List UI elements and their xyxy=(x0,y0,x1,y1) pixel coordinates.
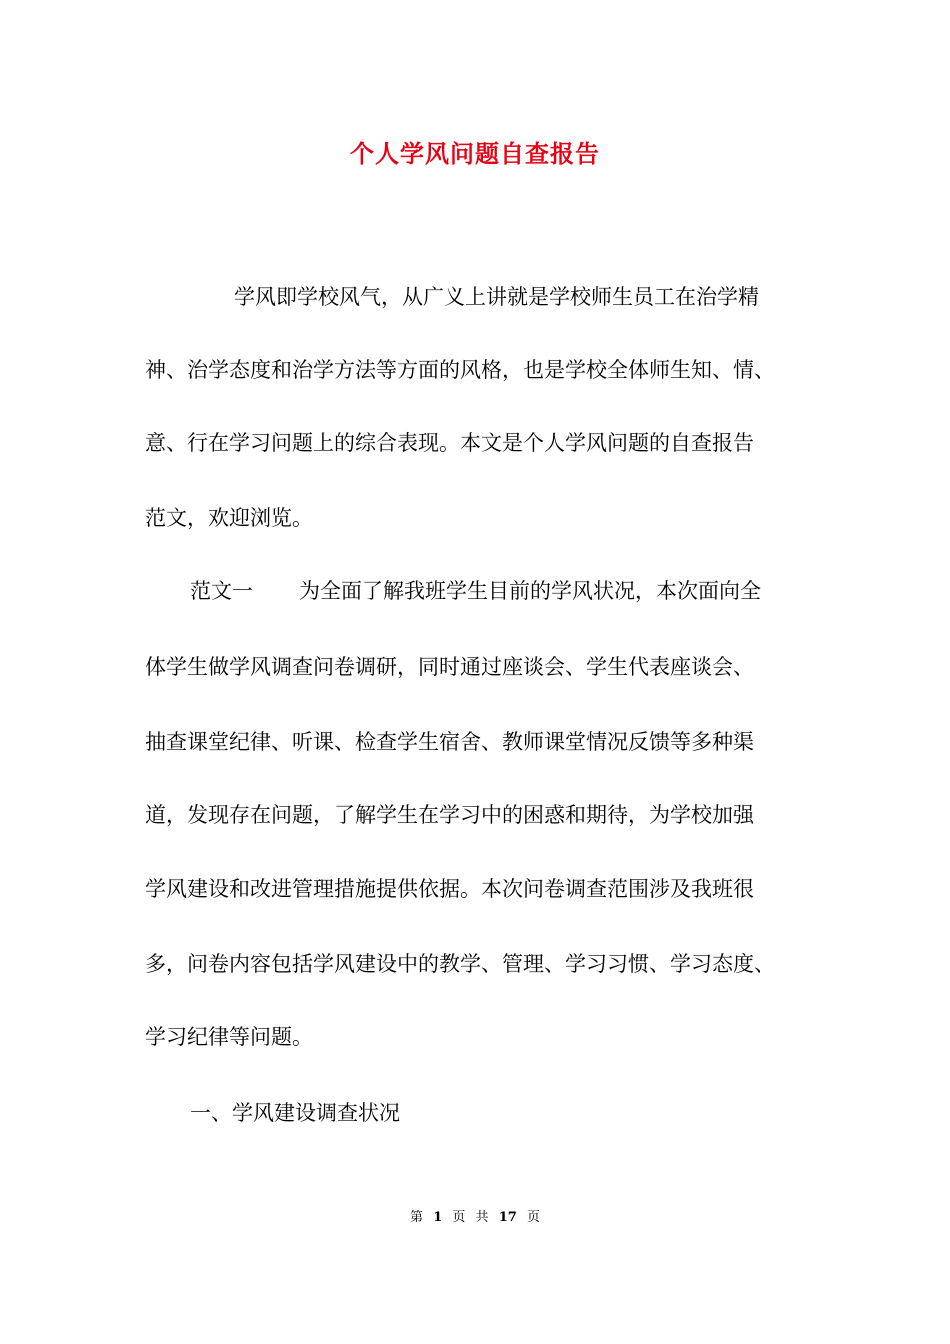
sample-line-3: 抽查课堂纪律、听课、检查学生宿舍、教师课堂情况反馈等多种渠 xyxy=(145,730,754,754)
footer-page-number: 1 xyxy=(433,1210,443,1225)
footer-mid-2: 共 xyxy=(475,1210,489,1225)
sample-label: 范文一 xyxy=(190,579,253,603)
page-footer xyxy=(0,1208,950,1228)
sample-first-text: 为全面了解我班学生目前的学风状况，本次面向全 xyxy=(299,579,761,603)
footer-mid-1: 页 xyxy=(452,1210,466,1225)
sample-line-7: 学习纪律等问题。 xyxy=(145,1025,313,1049)
intro-line-2: 神、治学态度和治学方法等方面的风格，也是学校全体师生知、情、 xyxy=(145,358,775,382)
sample-first-line xyxy=(190,576,761,606)
sample-line-4: 道，发现存在问题，了解学生在学习中的困惑和期待，为学校加强 xyxy=(145,803,754,827)
document-title: 个人学风问题自查报告 xyxy=(350,139,600,168)
footer-suffix: 页 xyxy=(526,1210,540,1225)
intro-line-3: 意、行在学习问题上的综合表现。本文是个人学风问题的自查报告 xyxy=(145,431,754,455)
sample-line-2: 体学生做学风调查问卷调研，同时通过座谈会、学生代表座谈会、 xyxy=(145,655,754,679)
sample-line-5: 学风建设和改进管理措施提供依据。本次问卷调查范围涉及我班很 xyxy=(145,877,754,901)
intro-line-1: 学风即学校风气，从广义上讲就是学校师生员工在治学精 xyxy=(234,285,759,309)
footer-prefix: 第 xyxy=(410,1210,424,1225)
intro-line-4: 范文，欢迎浏览。 xyxy=(145,506,313,530)
sample-line-6: 多，问卷内容包括学风建设中的教学、管理、学习习惯、学习态度、 xyxy=(145,952,775,976)
footer-total-pages: 17 xyxy=(498,1210,517,1225)
section-heading: 一、学风建设调查状况 xyxy=(190,1101,400,1125)
